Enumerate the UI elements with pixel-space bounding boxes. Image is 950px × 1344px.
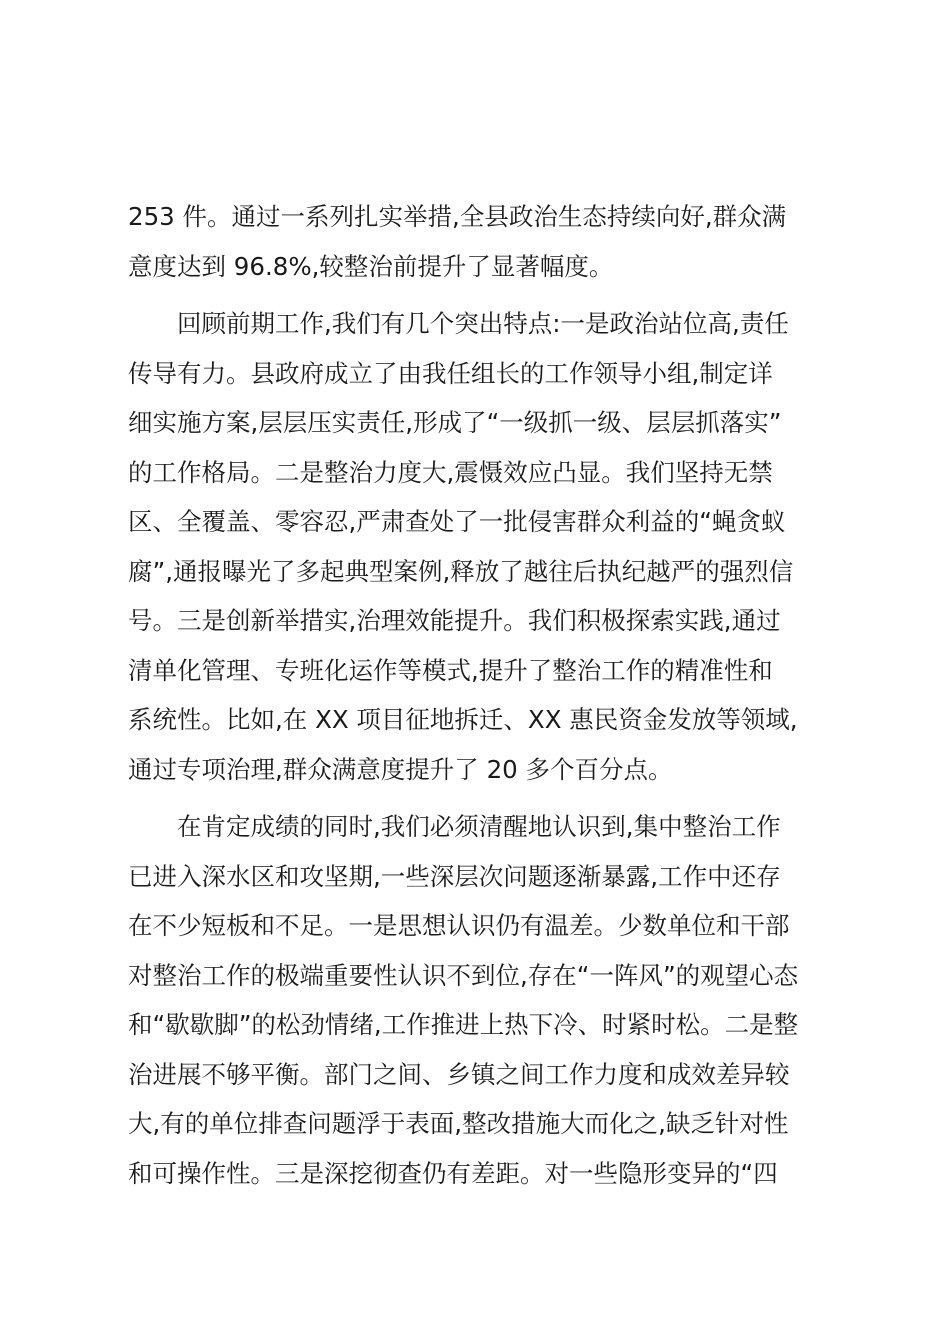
text-line: 253 件。通过一系列扎实举措,全县政治生态持续向好,群众满 <box>128 202 787 231</box>
text-line: 细实施方案,层层压实责任,形成了“一级抓一级、层层抓落实” <box>128 408 782 437</box>
text-line: 传导有力。县政府成立了由我任组长的工作领导小组,制定详 <box>128 358 773 388</box>
paragraph <box>128 299 822 794</box>
text-line: 和可操作性。三是深挖彻查仍有差距。对一些隐形变异的“四 <box>128 1158 778 1188</box>
text-line: 系统性。比如,在 XX 项目征地拆迁、XX 惠民资金发放等领域, <box>128 705 798 734</box>
text-line: 已进入深水区和攻坚期,一些深层次问题逐渐暴露,工作中还存 <box>128 861 781 891</box>
text-line: 号。三是创新举措实,治理效能提升。我们积极探索实践,通过 <box>128 606 781 635</box>
text-line: 回顾前期工作,我们有几个突出特点:一是政治站位高,责任 <box>177 309 789 338</box>
text-line: 在不少短板和不足。一是思想认识仍有温差。少数单位和干部 <box>128 911 790 940</box>
body-text <box>128 192 822 1198</box>
text-line: 意度达到 96.8%,较整治前提升了显著幅度。 <box>128 251 614 281</box>
text-line: 大,有的单位排查问题浮于表面,整改措施大而化之,缺乏针对性 <box>128 1109 789 1138</box>
text-line: 清单化管理、专班化运作等模式,提升了整治工作的精准性和 <box>128 655 773 685</box>
text-line: 通过专项治理,群众满意度提升了 20 多个百分点。 <box>128 754 673 784</box>
text-line: 区、全覆盖、零容忍,严肃查处了一批侵害群众利益的“蝇贪蚁 <box>128 507 786 536</box>
text-line: 在肯定成绩的同时,我们必须清醒地认识到,集中整治工作 <box>177 812 781 841</box>
text-line: 对整治工作的极端重要性认识不到位,存在“一阵风”的观望心态 <box>128 960 799 990</box>
text-line: 的工作格局。二是整治力度大,震慑效应凸显。我们坚持无禁 <box>128 457 773 487</box>
text-line: 治进展不够平衡。部门之间、乡镇之间工作力度和成效差异较 <box>128 1059 790 1089</box>
text-line: 腐”,通报曝光了多起典型案例,释放了越往后执纪越严的强烈信 <box>128 556 794 586</box>
paragraph <box>128 192 822 291</box>
paragraph <box>128 802 822 1198</box>
text-line: 和“歇歇脚”的松劲情绪,工作推进上热下冷、时紧时松。二是整 <box>128 1010 799 1039</box>
